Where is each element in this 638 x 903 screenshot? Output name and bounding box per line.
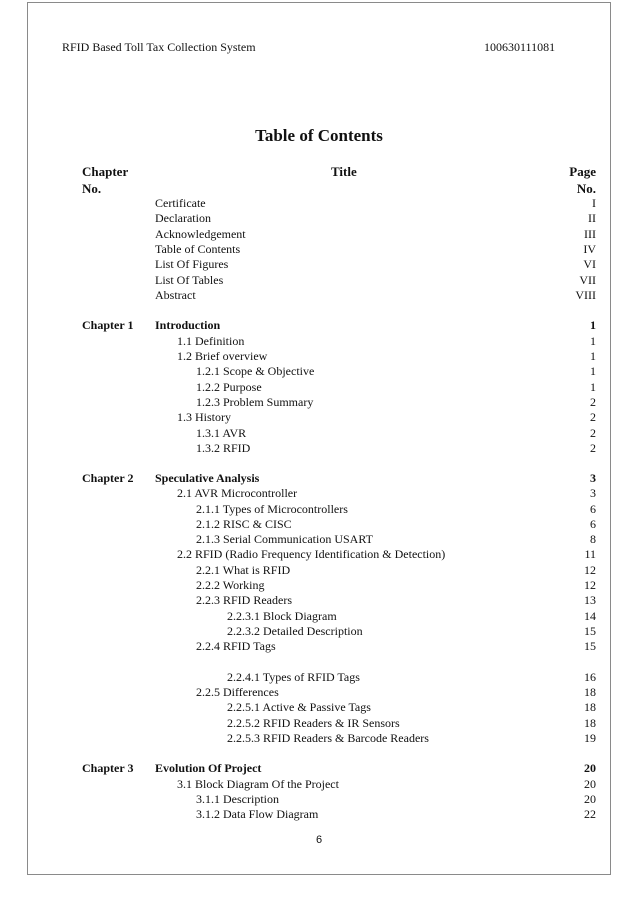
toc-entry-page: 15 bbox=[584, 624, 596, 638]
toc-entry-page: 18 bbox=[584, 716, 596, 730]
toc-entry-title: 2.2.4.1 Types of RFID Tags bbox=[227, 670, 360, 684]
toc-entry-title: Declaration bbox=[155, 211, 211, 225]
toc-entry-title: 2.1.2 RISC & CISC bbox=[196, 517, 292, 531]
toc-entry-page: 19 bbox=[584, 731, 596, 745]
toc-entry-title: Introduction bbox=[155, 318, 221, 332]
toc-entry-title: 2.1 AVR Microcontroller bbox=[177, 486, 298, 500]
toc-chapter-label: Chapter 1 bbox=[82, 318, 134, 332]
toc-chapter-label: Chapter 3 bbox=[82, 761, 134, 775]
toc-entry-title: 2.2.3 RFID Readers bbox=[196, 593, 292, 607]
toc-entry-title: 2.2.3.2 Detailed Description bbox=[227, 624, 363, 638]
toc-entry-title: 2.2.1 What is RFID bbox=[196, 563, 291, 577]
column-header-chapter bbox=[82, 163, 128, 197]
toc-entry-page: 6 bbox=[590, 517, 596, 531]
toc-entry-title: 1.3.1 AVR bbox=[196, 426, 247, 440]
toc-row bbox=[0, 211, 638, 226]
toc-row bbox=[0, 517, 638, 532]
toc-entry-title: 1.1 Definition bbox=[177, 334, 245, 348]
toc-entry-page: VI bbox=[583, 257, 596, 271]
toc-heading: Table of Contents bbox=[255, 126, 383, 145]
toc-entry-page: IV bbox=[583, 242, 596, 256]
toc-entry-title: 3.1 Block Diagram Of the Project bbox=[177, 777, 339, 791]
toc-entry-title: 2.2.5 Differences bbox=[196, 685, 279, 699]
toc-row bbox=[0, 578, 638, 593]
toc-entry-page: 14 bbox=[584, 609, 596, 623]
toc-entry-page: 12 bbox=[584, 578, 596, 592]
column-header-page bbox=[569, 163, 596, 197]
toc-row bbox=[0, 334, 638, 349]
toc-entry-page: 1 bbox=[590, 334, 596, 348]
toc-entry-page: 22 bbox=[584, 807, 596, 821]
toc-entry-page: 15 bbox=[584, 639, 596, 653]
toc-row bbox=[0, 685, 638, 700]
toc-row bbox=[0, 471, 638, 486]
toc-entry-title: 1.3 History bbox=[177, 410, 231, 424]
toc-entry-title: 1.2.3 Problem Summary bbox=[196, 395, 314, 409]
column-header-page-line1: Page bbox=[569, 164, 596, 179]
toc-row bbox=[0, 609, 638, 624]
toc-entry-page: 6 bbox=[590, 502, 596, 516]
toc-entry-page: 2 bbox=[590, 426, 596, 440]
toc-row bbox=[0, 731, 638, 746]
toc-row bbox=[0, 349, 638, 364]
toc-entry-page: I bbox=[592, 196, 596, 210]
toc-entry-page: 20 bbox=[584, 761, 596, 775]
toc-entry-page: 11 bbox=[584, 547, 596, 561]
toc-entry-title: Evolution Of Project bbox=[155, 761, 262, 775]
toc-entry-page: 18 bbox=[584, 700, 596, 714]
toc-row bbox=[0, 395, 638, 410]
toc-entry-page: 3 bbox=[590, 471, 596, 485]
toc-row bbox=[0, 716, 638, 731]
toc-entry-title: 2.2.3.1 Block Diagram bbox=[227, 609, 337, 623]
toc-row bbox=[0, 257, 638, 272]
toc-row bbox=[0, 777, 638, 792]
toc-entry-page: II bbox=[588, 211, 596, 225]
toc-row bbox=[0, 318, 638, 333]
toc-entry-title: Table of Contents bbox=[155, 242, 241, 256]
toc-entry-page: VII bbox=[579, 273, 596, 287]
toc-entry-page: 3 bbox=[590, 486, 596, 500]
toc-row bbox=[0, 761, 638, 776]
toc-row bbox=[0, 410, 638, 425]
toc-chapter-label: Chapter 2 bbox=[82, 471, 134, 485]
toc-row bbox=[0, 532, 638, 547]
column-header-page-line2: No. bbox=[576, 181, 596, 196]
toc-entry-title: 2.2.5.3 RFID Readers & Barcode Readers bbox=[227, 731, 429, 745]
toc-row bbox=[0, 486, 638, 501]
toc-entry-page: 1 bbox=[590, 349, 596, 363]
toc-entry-page: 18 bbox=[584, 685, 596, 699]
toc-row bbox=[0, 196, 638, 211]
column-header-title: Title bbox=[331, 164, 357, 179]
toc-row bbox=[0, 670, 638, 685]
toc-entry-title: 1.2 Brief overview bbox=[177, 349, 268, 363]
toc-row bbox=[0, 624, 638, 639]
toc-entry-title: List Of Figures bbox=[155, 257, 229, 271]
toc-entry-title: 2.2 RFID (Radio Frequency Identification & Detection) bbox=[177, 547, 446, 561]
toc-entry-page: 2 bbox=[590, 410, 596, 424]
page-number: 6 bbox=[315, 834, 323, 846]
toc-entry-title: Acknowledgement bbox=[155, 227, 246, 241]
toc-entry-page: 16 bbox=[584, 670, 596, 684]
toc-entry-page: 1 bbox=[590, 380, 596, 394]
toc-row bbox=[0, 547, 638, 562]
toc-entry-title: 1.3.2 RFID bbox=[196, 441, 251, 455]
toc-entry-title: 3.1.2 Data Flow Diagram bbox=[196, 807, 319, 821]
column-header-chapter-line1: Chapter bbox=[82, 164, 129, 179]
toc-row bbox=[0, 441, 638, 456]
toc-row bbox=[0, 700, 638, 715]
toc-row bbox=[0, 426, 638, 441]
toc-entry-title: List Of Tables bbox=[155, 273, 224, 287]
toc-entry-page: 1 bbox=[590, 318, 596, 332]
toc-row bbox=[0, 502, 638, 517]
column-header-chapter-line2: No. bbox=[82, 181, 102, 196]
toc-entry-title: 2.1.3 Serial Communication USART bbox=[196, 532, 373, 546]
toc-entry-title: Certificate bbox=[155, 196, 206, 210]
toc-row bbox=[0, 380, 638, 395]
toc-entry-page: VIII bbox=[575, 288, 596, 302]
toc-entry-page: 20 bbox=[584, 777, 596, 791]
toc-row bbox=[0, 792, 638, 807]
toc-row bbox=[0, 227, 638, 242]
toc-entry-title: 2.1.1 Types of Microcontrollers bbox=[196, 502, 348, 516]
toc-row bbox=[0, 563, 638, 578]
toc-row bbox=[0, 242, 638, 257]
toc-entry-page: 12 bbox=[584, 563, 596, 577]
toc-entry-title: Abstract bbox=[155, 288, 196, 302]
toc-entry-title: 2.2.5.1 Active & Passive Tags bbox=[227, 700, 371, 714]
toc-row bbox=[0, 288, 638, 303]
header-enrollment-number: 100630111081 bbox=[484, 40, 556, 54]
toc-entry-page: III bbox=[584, 227, 596, 241]
toc-entry-title: 1.2.1 Scope & Objective bbox=[196, 364, 315, 378]
toc-entry-page: 13 bbox=[584, 593, 596, 607]
toc-entry-title: Speculative Analysis bbox=[155, 471, 260, 485]
toc-row bbox=[0, 807, 638, 822]
toc-row bbox=[0, 639, 638, 654]
toc-entry-page: 2 bbox=[590, 395, 596, 409]
toc-entry-title: 2.2.5.2 RFID Readers & IR Sensors bbox=[227, 716, 400, 730]
toc-row bbox=[0, 364, 638, 379]
toc-entry-title: 2.2.4 RFID Tags bbox=[196, 639, 276, 653]
toc-row bbox=[0, 273, 638, 288]
toc-entry-page: 8 bbox=[590, 532, 596, 546]
toc-entry-title: 1.2.2 Purpose bbox=[196, 380, 262, 394]
toc-entry-page: 1 bbox=[590, 364, 596, 378]
toc-entry-page: 20 bbox=[584, 792, 596, 806]
toc-entry-page: 2 bbox=[590, 441, 596, 455]
toc-entry-title: 2.2.2 Working bbox=[196, 578, 265, 592]
header-document-title: RFID Based Toll Tax Collection System bbox=[62, 40, 256, 54]
toc-row bbox=[0, 593, 638, 608]
toc-entry-title: 3.1.1 Description bbox=[196, 792, 279, 806]
